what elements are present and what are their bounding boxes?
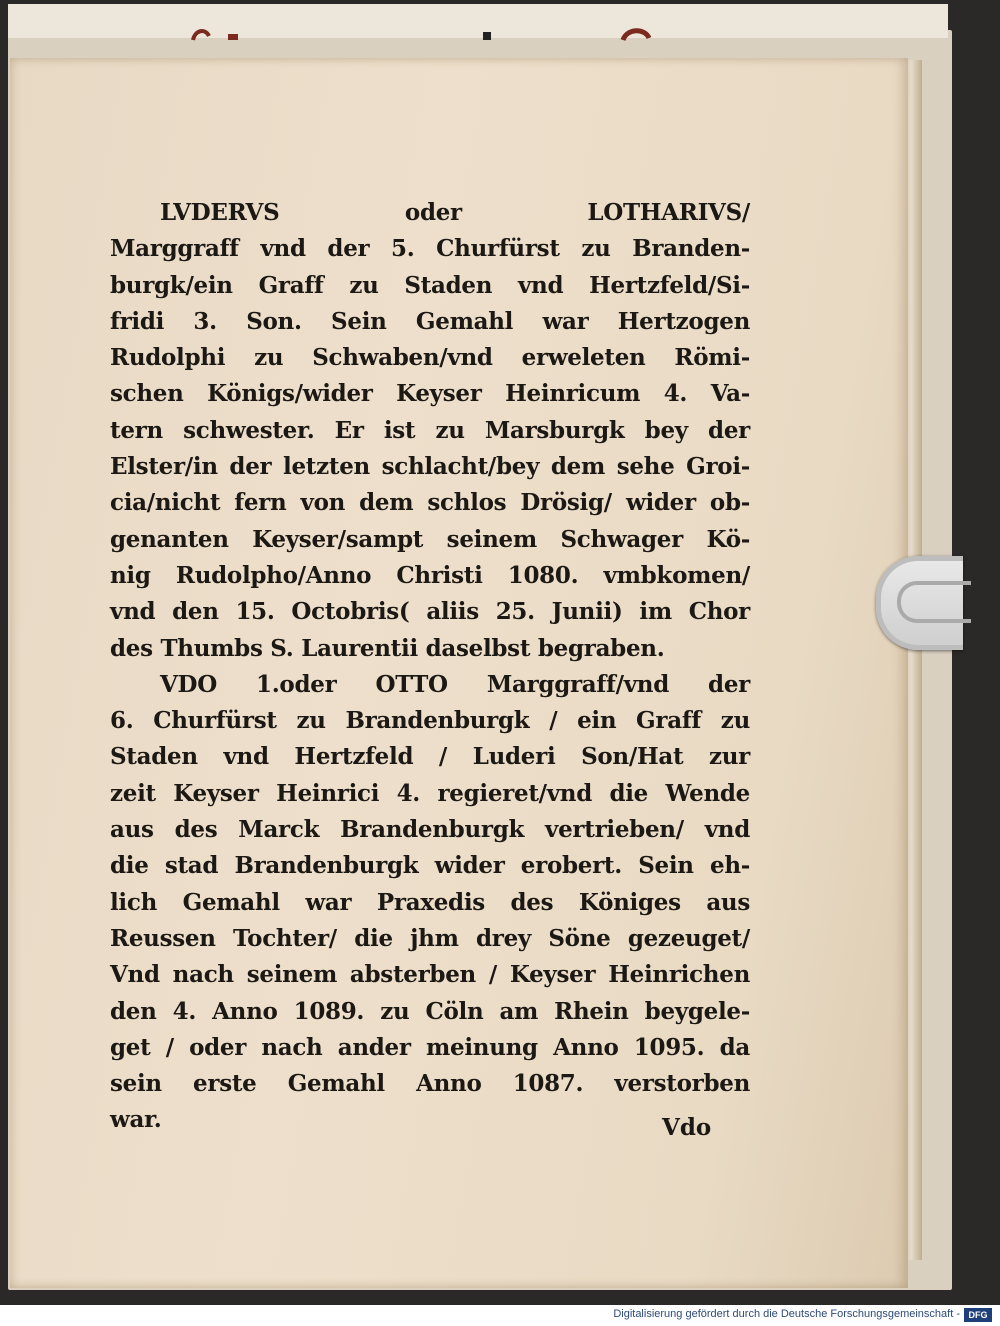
- footer-bar: [0, 1305, 1000, 1326]
- text-line: genanten Keyser/sampt seinem Schwager Kö-: [110, 525, 750, 553]
- paper-clip-loop: [897, 581, 971, 623]
- text-line: sein erste Gemahl Anno 1087. verstorben: [110, 1070, 750, 1098]
- text-line: zeit Keyser Heinrici 4. regieret/vnd die Wende: [110, 779, 750, 807]
- text-line: tern schwester. Er ist zu Marsburgk bey der: [110, 416, 750, 444]
- text-line: schen Königs/wider Keyser Heinricum 4. Va-: [110, 380, 750, 408]
- text-line: die stad Brandenburgk wider erobert. Sein eh-: [110, 852, 750, 880]
- text-line: Reussen Tochter/ die jhm drey Söne gezeuget/: [110, 924, 750, 952]
- dfg-logo[interactable]: DFG: [964, 1308, 992, 1322]
- funding-notice: Digitalisierung gefördert durch die Deutsche Forschungsgemeinschaft -: [613, 1308, 960, 1320]
- text-line: Rudolphi zu Schwaben/vnd erweleten Römi-: [110, 344, 750, 372]
- text-line: 6. Churfürst zu Brandenburgk / ein Graff zu: [110, 707, 750, 735]
- leaf-ink-marks: [183, 26, 653, 42]
- text-line: vnd den 15. Octobris( aliis 25. Junii) im Chor: [110, 598, 750, 626]
- text-line: get / oder nach ander meinung Anno 1095. da: [110, 1033, 750, 1061]
- text-line: burgk/ein Graff zu Staden vnd Hertzfeld/Si-: [110, 271, 750, 299]
- text-line: aus des Marck Brandenburgk vertrieben/ vnd: [110, 816, 750, 844]
- text-line: war.: [110, 1106, 162, 1134]
- text-line: nig Rudolpho/Anno Christi 1080. vmbkomen/: [110, 561, 750, 589]
- text-line: Vnd nach seinem absterben / Keyser Heinrichen: [110, 961, 750, 989]
- text-line: cia/nicht fern von dem schlos Drösig/ wider ob-: [110, 489, 750, 517]
- paper-clip: [876, 556, 963, 650]
- text-line: Marggraff vnd der 5. Churfürst zu Branden-: [110, 235, 750, 263]
- text-line: Elster/in der letzten schlacht/bey dem sehe Groi-: [110, 453, 750, 481]
- underlying-leaf: [8, 4, 948, 38]
- text-line: lich Gemahl war Praxedis des Königes aus: [110, 888, 750, 916]
- text-line: Staden vnd Hertzfeld / Luderi Son/Hat zur: [110, 743, 750, 771]
- text-line: fridi 3. Son. Sein Gemahl war Hertzogen: [110, 307, 750, 335]
- catchword: Vdo: [662, 1114, 712, 1141]
- page-text: [110, 195, 750, 1139]
- text-line: den 4. Anno 1089. zu Cöln am Rhein beygele-: [110, 997, 750, 1025]
- text-line: LVDERVS oder LOTHARIVS/: [160, 199, 750, 226]
- text-line: VDO 1.oder OTTO Marggraff/vnd der: [160, 670, 750, 698]
- text-line: des Thumbs S. Laurentii daselbst begraben.: [110, 634, 665, 662]
